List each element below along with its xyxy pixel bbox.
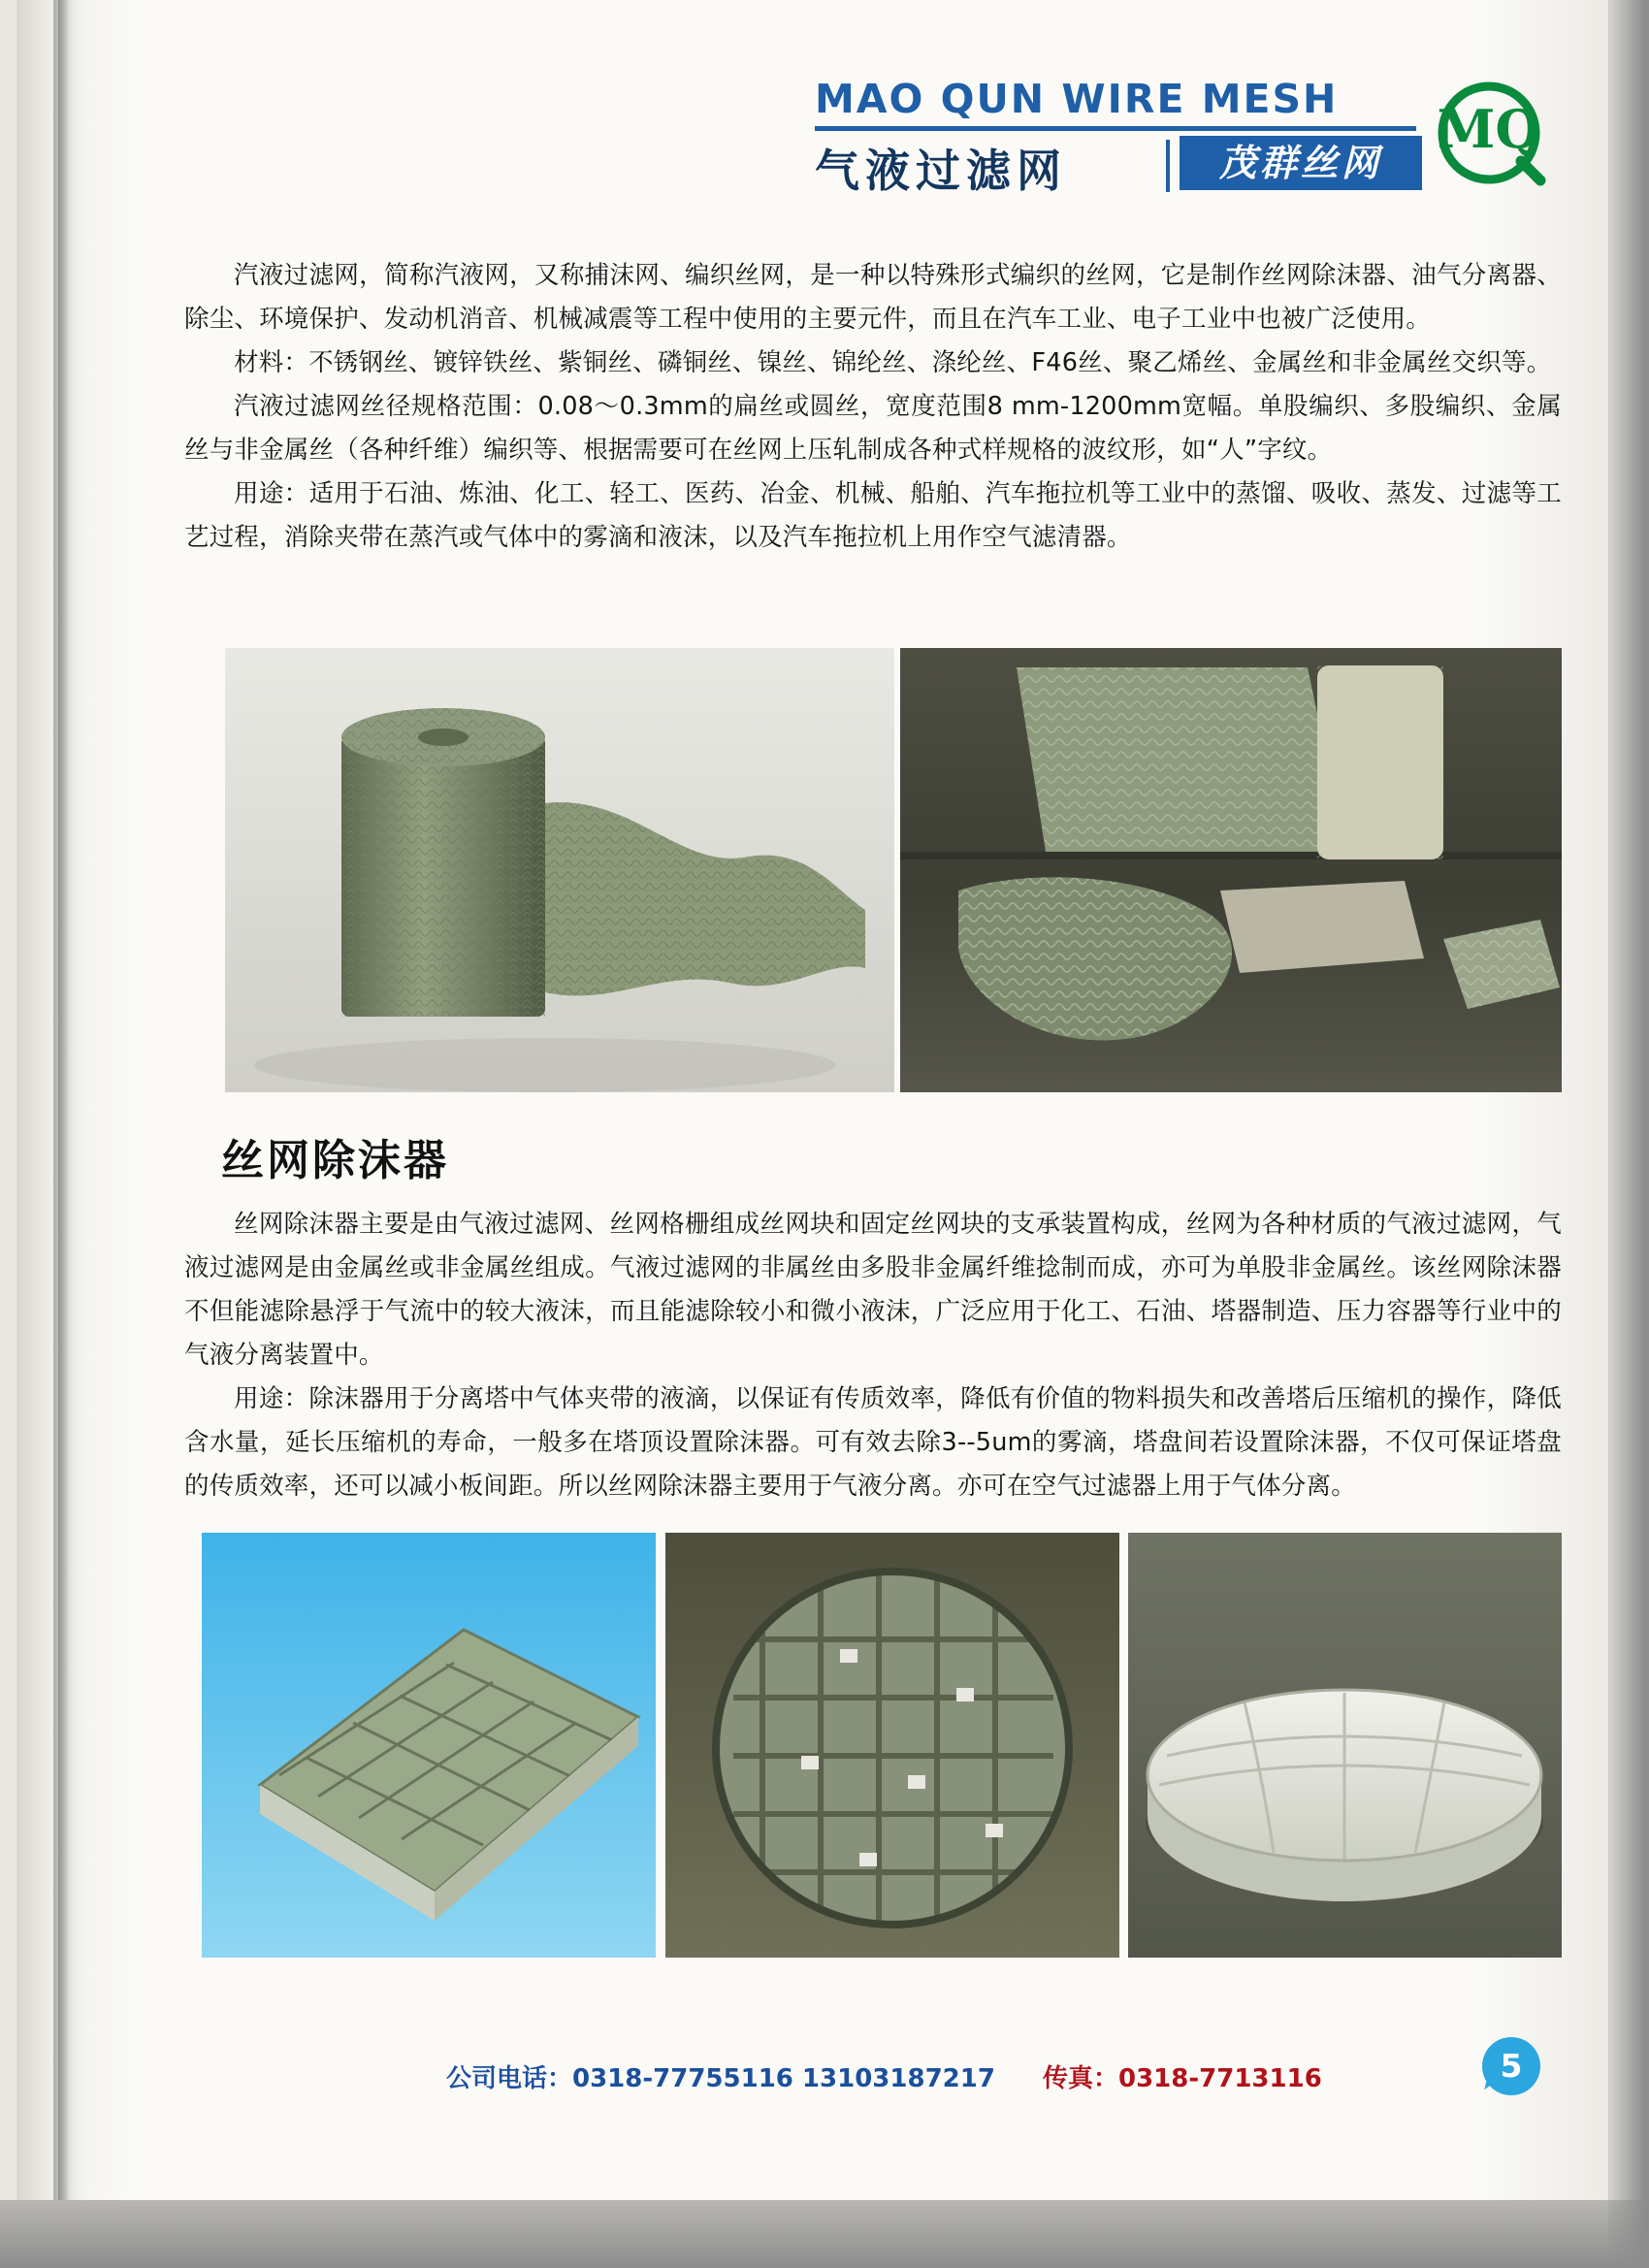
intro-paragraph-1: 汽液过滤网，简称汽液网，又称捕沫网、编织丝网，是一种以特殊形式编织的丝网，它是制作丝网除沫器、油气分离器、除尘、环境保护、发动机消音、机械减震等工程中使用的主要元件，而且在汽车工业、电子工业中也被广泛使用。	[184, 261, 1562, 334]
intro-paragraph-3: 汽液过滤网丝径规格范围：0.08～0.3mm的扁丝或圆丝，宽度范围8 mm-1200mm宽幅。单股编织、多股编织、金属丝与非金属丝（各种纤维）编织等、根据需要可在丝网上压轧制成各种式样规格的波纹形，如“人”字纹。	[184, 392, 1562, 465]
svg-text:MQ: MQ	[1437, 98, 1541, 160]
demister-paragraph-2: 用途：除沫器用于分离塔中气体夹带的液滴，以保证有传质效率，降低有价值的物料损失和改善塔后压缩机的操作，降低含水量，延长压缩机的寿命，一般多在塔顶设置除沫器。可有效去除3--5um的雾滴，塔盘间若设置除沫器，不仅可保证塔盘的传质效率，还可以减小板间距。所以丝网除沫器主要用于气液分离。亦可在空气过滤器上用于气体分离。	[184, 1384, 1562, 1501]
brand-subtitle-badge: 茂群丝网	[1180, 136, 1422, 190]
page-number-badge	[1482, 2037, 1540, 2095]
photo-rectangular-demister	[202, 1533, 656, 1958]
brand-english-title: MAO QUN WIRE MESH	[815, 76, 1339, 122]
intro-text-block	[184, 254, 1562, 560]
photo-mesh-strips	[900, 648, 1562, 1092]
intro-paragraph-2: 材料：不锈钢丝、镀锌铁丝、紫铜丝、磷铜丝、镍丝、锦纶丝、涤纶丝、F46丝、聚乙烯丝、金属丝和非金属丝交织等。	[234, 348, 1552, 377]
brand-rule	[815, 126, 1416, 131]
page-number: 5	[1500, 2047, 1523, 2085]
company-logo-icon	[1432, 80, 1546, 194]
photo-round-demister-grid	[665, 1533, 1119, 1958]
intro-paragraph-4: 用途：适用于石油、炼油、化工、轻工、医药、冶金、机械、船舶、汽车拖拉机等工业中的蒸馏、吸收、蒸发、过滤等工艺过程，消除夹带在蒸汽或气体中的雾滴和液沫，以及汽车拖拉机上用作空气滤清器。	[184, 479, 1562, 552]
page-spine-core	[58, 0, 68, 2231]
brand-chinese-title: 气液过滤网	[815, 145, 1067, 197]
photo-white-demister-pad	[1128, 1533, 1562, 1958]
page-header	[776, 76, 1541, 216]
footer-fax: 传真：0318-7713116	[1043, 2064, 1322, 2093]
page-bottom-shadow	[0, 2200, 1649, 2268]
page-right-shadow	[1608, 0, 1649, 2268]
demister-paragraph-1: 丝网除沫器主要是由气液过滤网、丝网格栅组成丝网块和固定丝网块的支承装置构成，丝网为各种材质的气液过滤网，气液过滤网是由金属丝或非金属丝组成。气液过滤网的非属丝由多股非金属纤维捻制而成，亦可为单股非金属丝。该丝网除沫器不但能滤除悬浮于气流中的较大液沫，而且能滤除较小和微小液沫，广泛应用于化工、石油、塔器制造、压力容器等行业中的气液分离装置中。	[184, 1210, 1562, 1370]
brand-divider	[1166, 140, 1170, 192]
footer-phone: 公司电话：0318-77755116 13103187217	[446, 2064, 995, 2093]
photo-mesh-roll	[225, 648, 894, 1092]
demister-text-block	[184, 1203, 1562, 1508]
section-title-demister: 丝网除沫器	[221, 1136, 449, 1185]
footer-contact	[446, 2058, 1322, 2094]
